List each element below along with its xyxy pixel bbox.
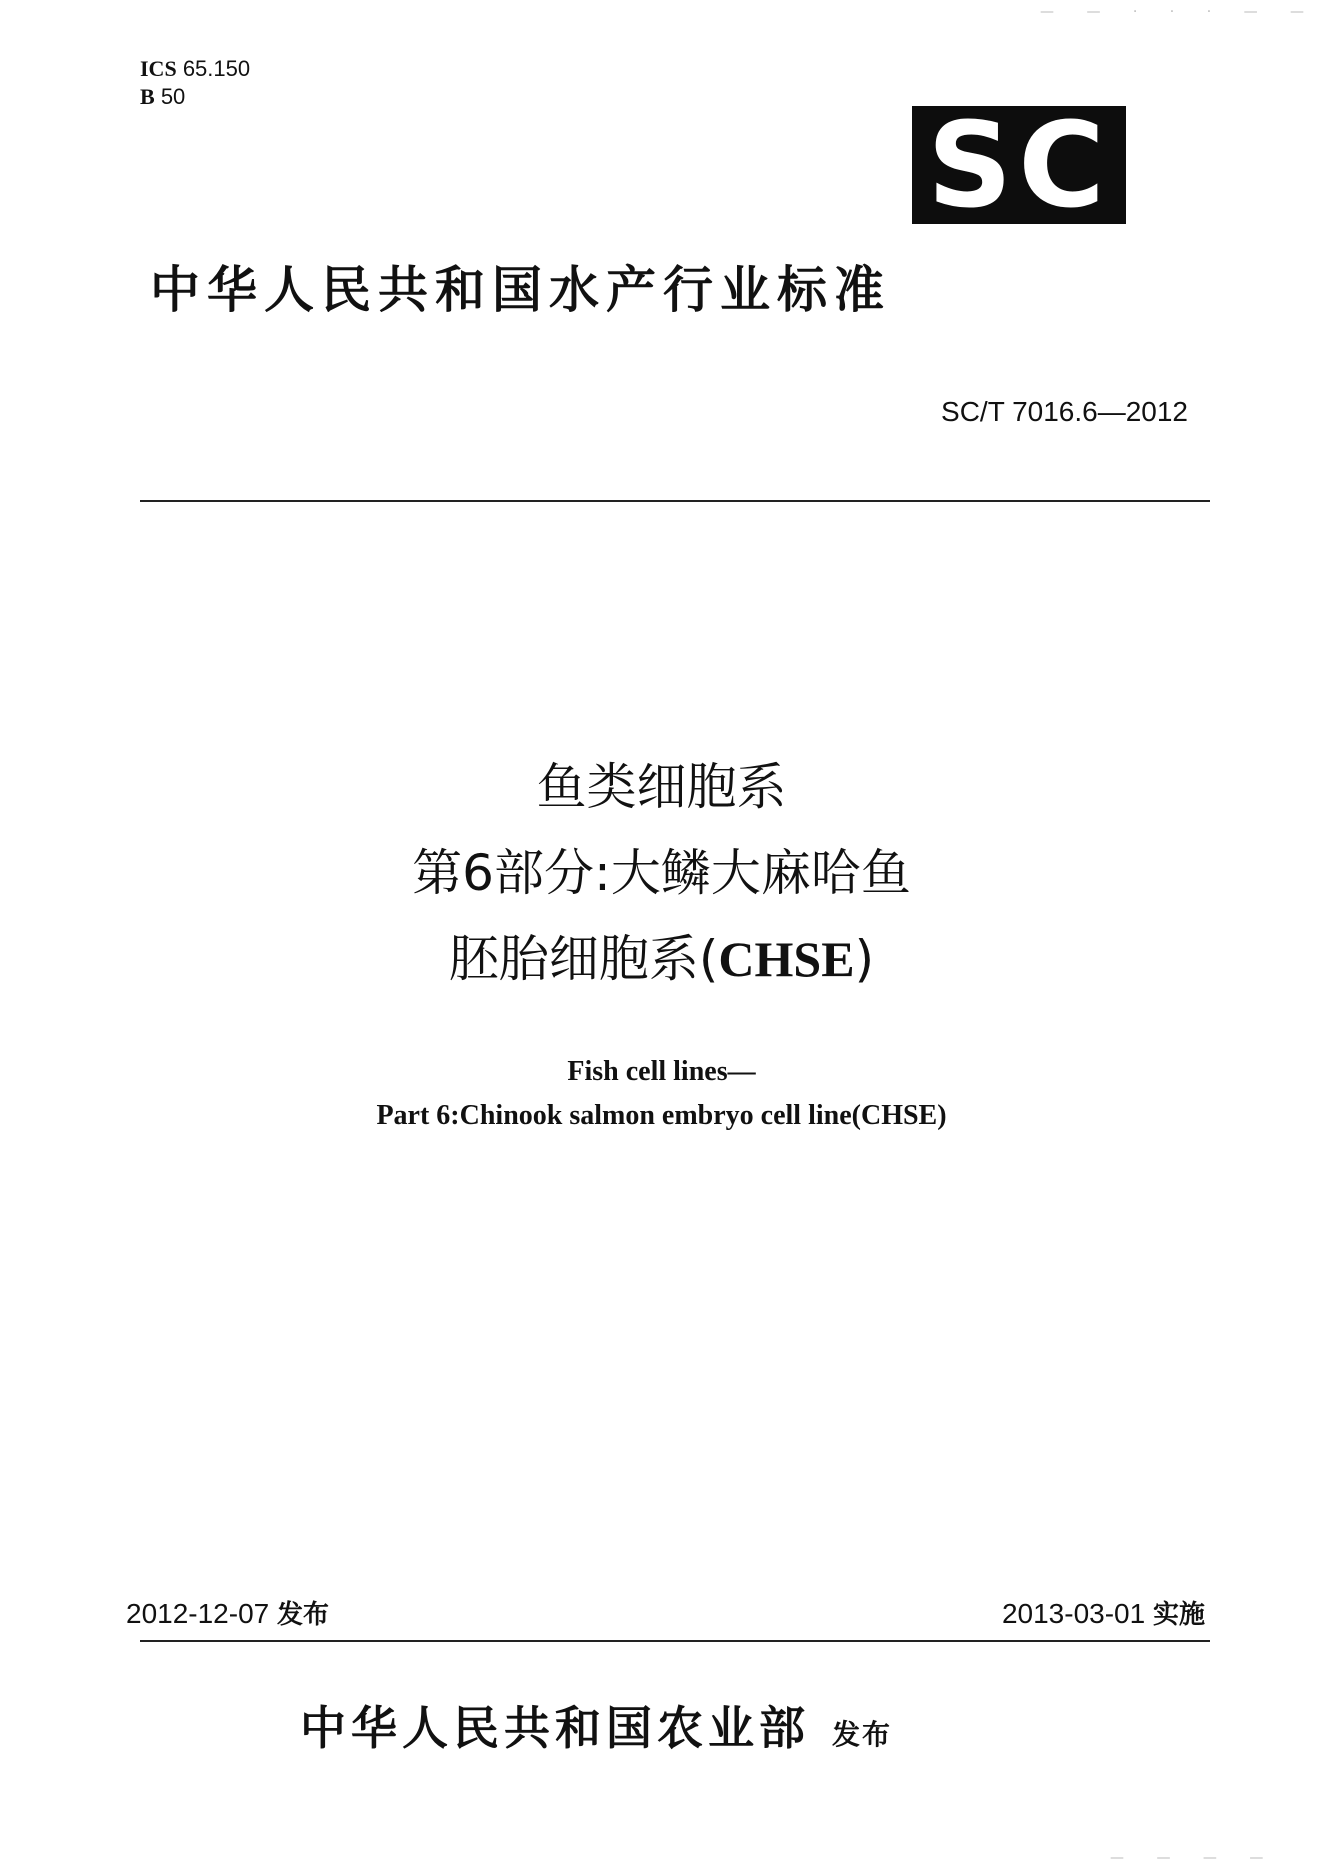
footer-divider xyxy=(140,1640,1210,1642)
implement-date-value: 2013-03-01 xyxy=(1001,1598,1146,1629)
ics-label: ICS xyxy=(140,56,177,81)
title-en-line1: Fish cell lines— xyxy=(567,1056,756,1087)
ics-value: 65.150 xyxy=(182,56,251,81)
industry-standard-title: 中华人民共和国水产行业标准 xyxy=(150,261,891,319)
scan-mark-bottom: — — — — xyxy=(1110,1850,1278,1866)
title-cn-line3-text: 胚胎细胞系( xyxy=(448,930,719,988)
ccs-code xyxy=(140,84,185,110)
title-cn-line3-close: ) xyxy=(854,930,875,988)
ics-code xyxy=(140,56,250,82)
standard-number: SC/T 7016.6—2012 xyxy=(941,396,1188,427)
implement-date-label: 实施 xyxy=(1152,1600,1205,1630)
issuer-label: 发布 xyxy=(832,1718,893,1751)
issue-date-value: 2012-12-07 xyxy=(126,1598,270,1629)
sc-logo: SC xyxy=(912,106,1126,224)
issuer-name: 中华人民共和国农业部 xyxy=(300,1701,810,1755)
ccs-value: 50 xyxy=(160,84,186,109)
scan-mark-top: — — · · · — — xyxy=(1040,4,1319,20)
header-divider xyxy=(140,500,1210,502)
title-cn-line1: 鱼类细胞系 xyxy=(536,758,787,816)
issuer xyxy=(300,1698,892,1765)
issue-date xyxy=(126,1598,329,1631)
title-en-line2: Part 6:Chinook salmon embryo cell line(CHSE) xyxy=(376,1100,947,1131)
implement-date xyxy=(1002,1598,1205,1631)
issue-date-label: 发布 xyxy=(277,1600,330,1630)
title-cn-line3 xyxy=(0,924,1323,994)
title-cn-line2: 第6部分:大鳞大麻哈鱼 xyxy=(412,844,911,902)
title-cn-line3-abbr: CHSE xyxy=(718,931,855,987)
ccs-label: B xyxy=(140,84,155,109)
